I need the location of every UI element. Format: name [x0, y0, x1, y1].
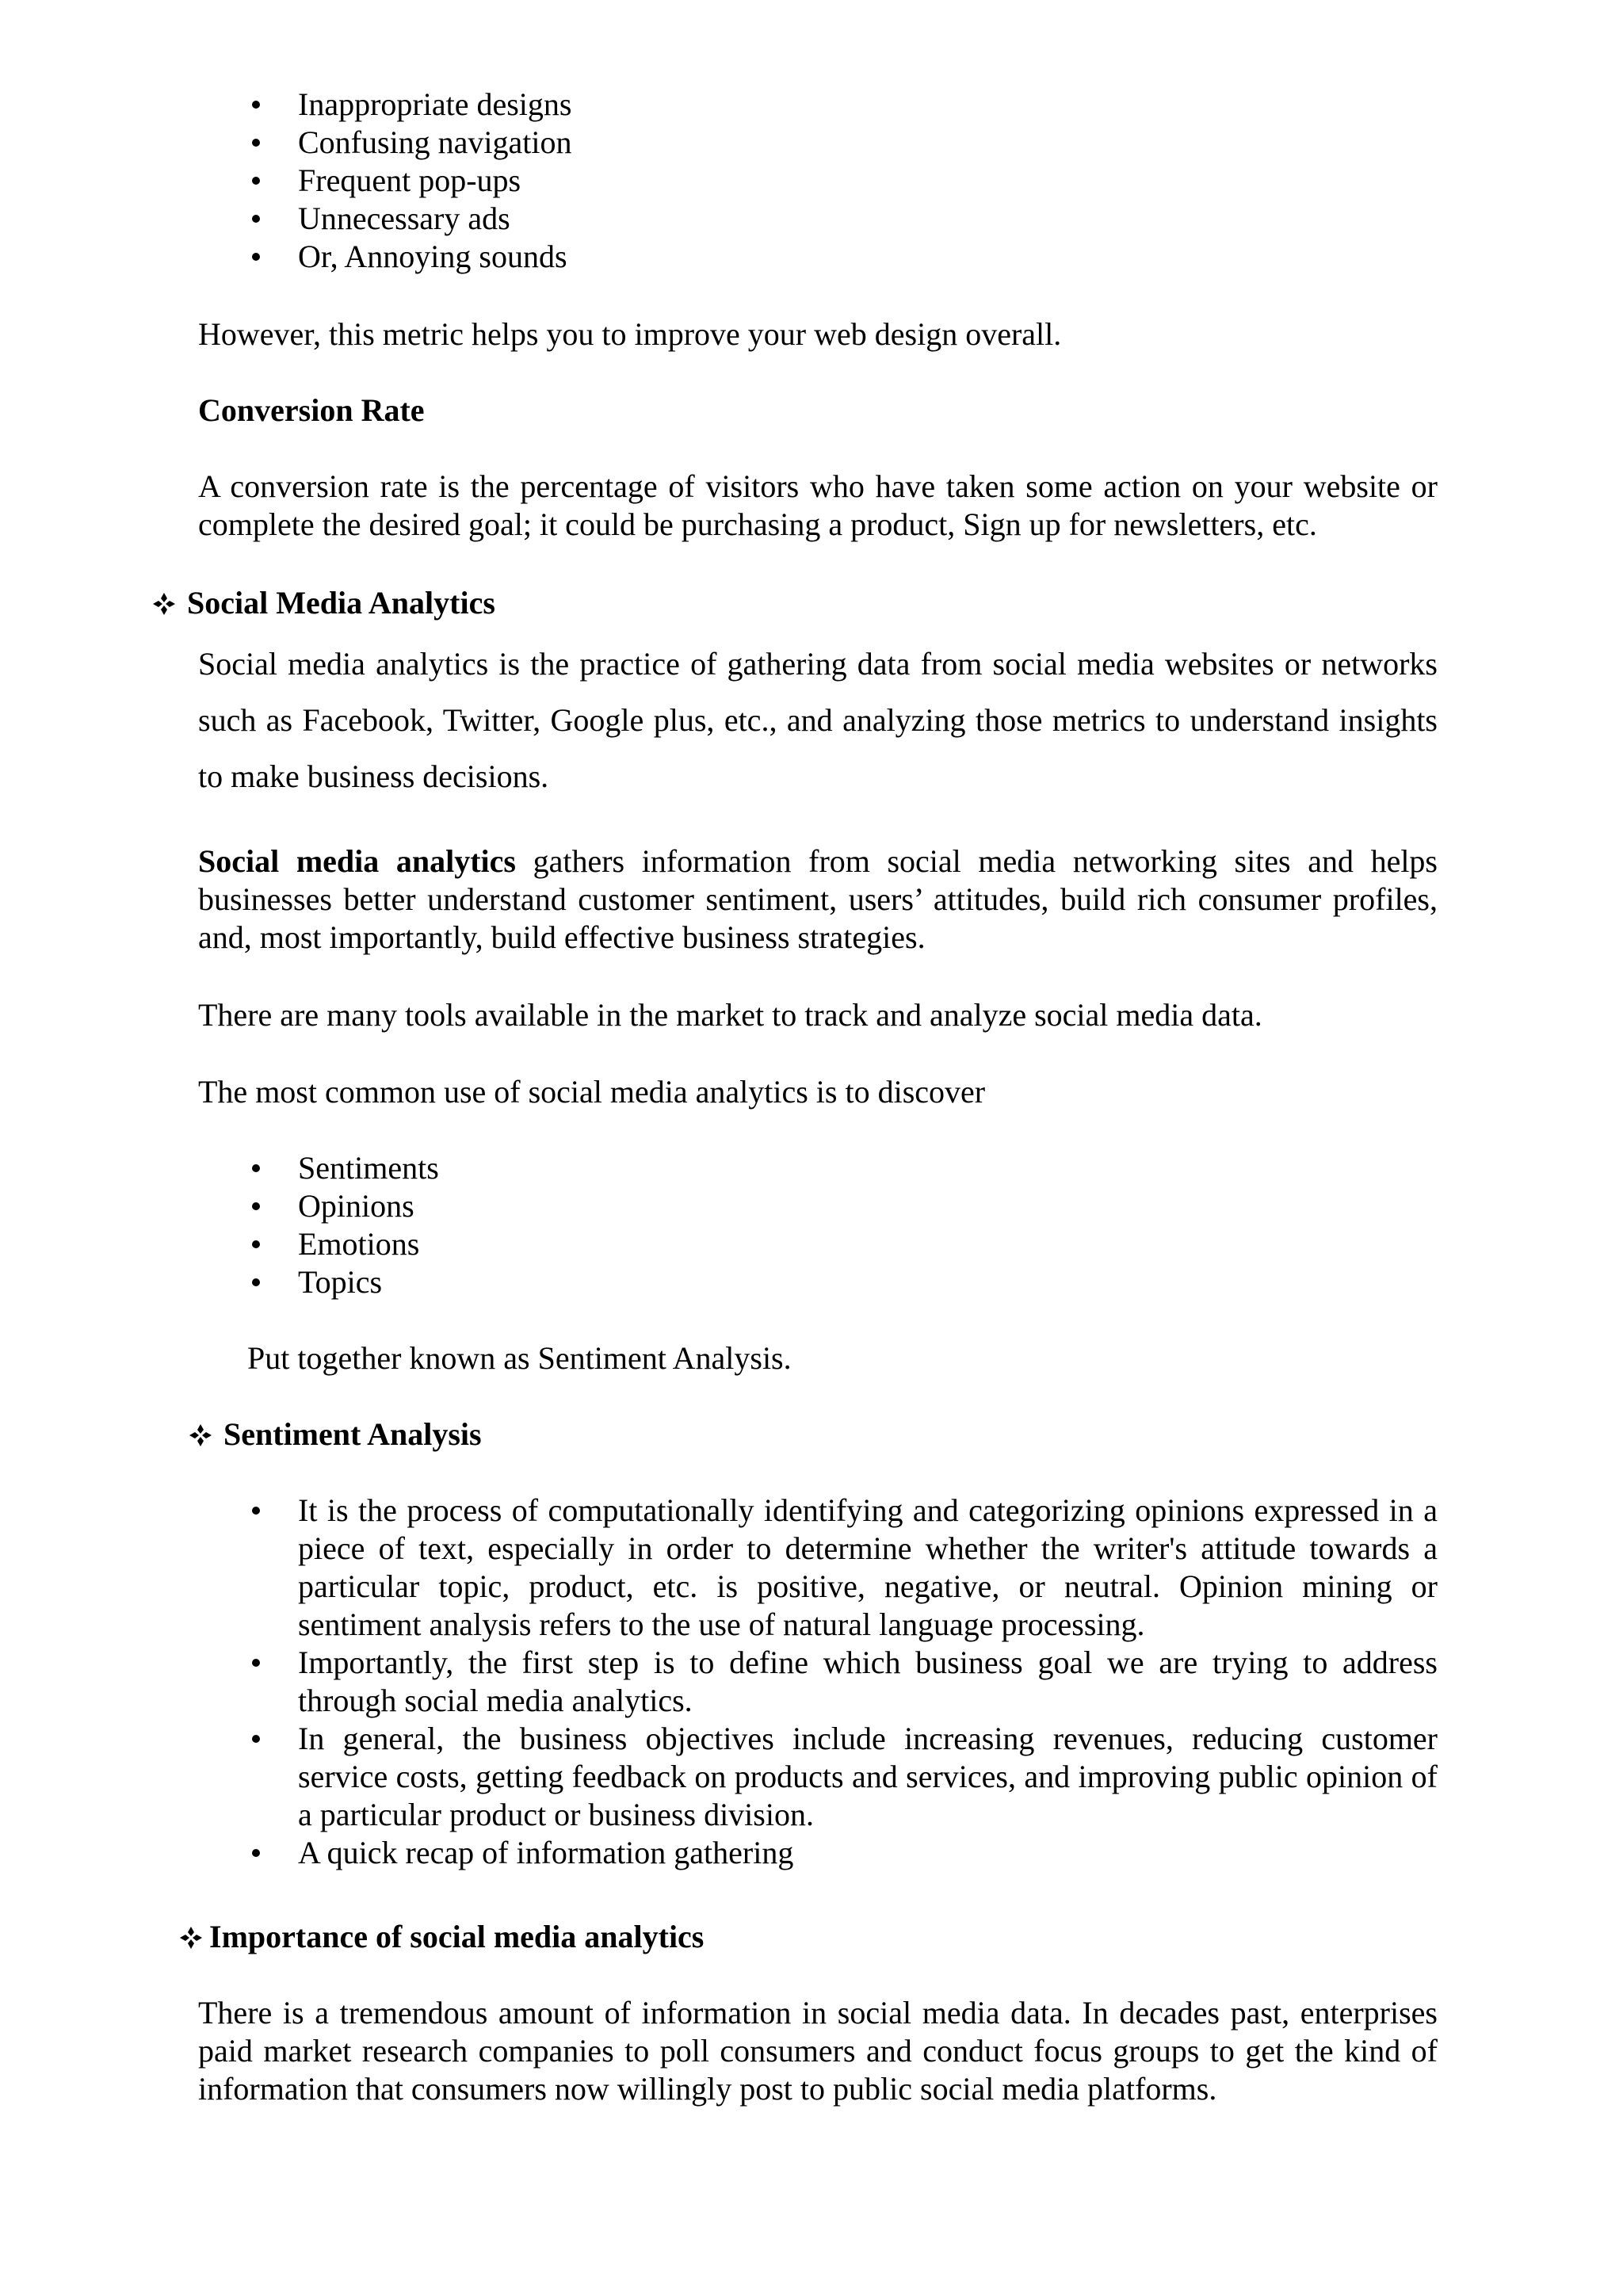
- diamond-bullet-icon: [152, 592, 176, 616]
- bullet-icon: [252, 1240, 260, 1248]
- bullet-icon: [252, 215, 260, 223]
- list-item: Inappropriate designs: [246, 86, 1438, 124]
- list-item: Topics: [246, 1263, 1438, 1301]
- sma-info-paragraph: Social media analytics gathers information from social media networking sites and helps businesses better understand customer sentiment, users’ attitudes, build rich consumer profiles, and, most importantly, build effective business strategies.: [198, 843, 1438, 955]
- importance-paragraph: There is a tremendous amount of information in social media data. In decades past, enterprises paid market research companies to poll consumers and conduct focus groups to get the kind of information that consumers now willingly post to public social media platforms.: [198, 1995, 1438, 2107]
- list-item: Frequent pop-ups: [246, 162, 1438, 200]
- sma-definition-paragraph: Social media analytics is the practice of gathering data from social media websites or networks such as Facebook, Twitter, Google plus, etc., and analyzing those metrics to understand insights to make business decisions.: [198, 646, 1438, 794]
- social-media-analytics-heading: Social Media Analytics: [152, 584, 495, 622]
- bullet-icon: [252, 1735, 260, 1743]
- bullet-icon: [252, 1507, 260, 1515]
- bullet-icon: [252, 1278, 260, 1286]
- diamond-bullet-icon: [179, 1926, 203, 1950]
- design-issues-list: [246, 86, 1438, 276]
- sma-common-use-paragraph: The most common use of social media analytics is to discover: [198, 1074, 986, 1110]
- sentiment-analysis-heading: Sentiment Analysis: [189, 1415, 482, 1454]
- bullet-icon: [252, 1164, 260, 1172]
- list-item: Confusing navigation: [246, 124, 1438, 162]
- bullet-icon: [252, 139, 260, 147]
- list-item: Unnecessary ads: [246, 200, 1438, 238]
- list-item: Opinions: [246, 1187, 1438, 1225]
- list-item: Importantly, the first step is to define which business goal we are trying to address through social media analytics.: [246, 1644, 1438, 1720]
- bullet-icon: [252, 253, 260, 261]
- bullet-icon: [252, 101, 260, 109]
- bullet-icon: [252, 1849, 260, 1857]
- discover-list: [246, 1149, 1438, 1301]
- list-item: Sentiments: [246, 1149, 1438, 1187]
- list-item: A quick recap of information gathering: [246, 1834, 1438, 1872]
- sentiment-analysis-list: [246, 1492, 1438, 1872]
- importance-heading: Importance of social media analytics: [179, 1918, 704, 1956]
- however-paragraph: However, this metric helps you to improve your web design overall.: [198, 316, 1062, 352]
- conversion-rate-heading: Conversion Rate: [198, 392, 425, 428]
- list-item: In general, the business objectives include increasing revenues, reducing customer service costs, getting feedback on products and services, and improving public opinion of a particular product or business division.: [246, 1720, 1438, 1834]
- bullet-icon: [252, 177, 260, 185]
- list-item: Emotions: [246, 1225, 1438, 1263]
- diamond-bullet-icon: [189, 1423, 212, 1447]
- conversion-rate-paragraph: A conversion rate is the percentage of visitors who have taken some action on your website or complete the desired goal; it could be purchasing a product, Sign up for newsletters, etc.: [198, 468, 1438, 542]
- list-item: It is the process of computationally identifying and categorizing opinions expressed in a piece of text, especially in order to determine whether the writer's attitude towards a particular topic, product, etc. is positive, negative, or neutral. Opinion mining or sentiment analysis refers to the use of natural language processing.: [246, 1492, 1438, 1644]
- bullet-icon: [252, 1202, 260, 1210]
- list-item: Or, Annoying sounds: [246, 238, 1438, 276]
- put-together-paragraph: Put together known as Sentiment Analysis.: [247, 1340, 792, 1376]
- bullet-icon: [252, 1659, 260, 1667]
- sma-tools-paragraph: There are many tools available in the market to track and analyze social media data.: [198, 997, 1262, 1033]
